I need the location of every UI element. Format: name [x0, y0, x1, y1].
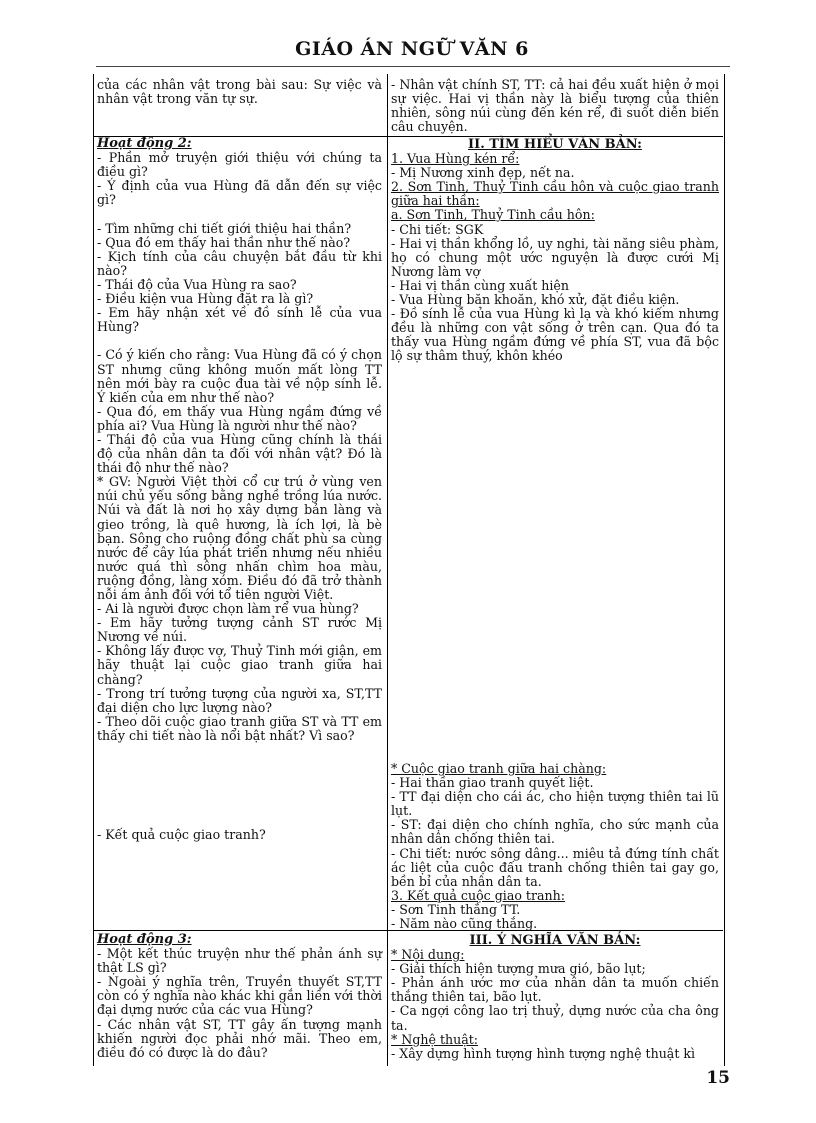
activity3-left-cell: [97, 933, 382, 1060]
activity2-questions: [97, 151, 382, 842]
section-2-heading: II. TÌM HIỂU VĂN BẢN:: [468, 137, 642, 152]
question-line: - Kết quả cuộc giao tranh?: [97, 826, 266, 842]
note-line: - Chi tiết: nước sông dâng... miêu tả đứng tính chất ác liệt của cuộc đấu tranh chống thiên tai gay go, bền bỉ của nhân dân ta.: [391, 845, 719, 889]
blank-line: [97, 757, 382, 771]
question-line: - Tìm những chi tiết giới thiệu hai thần?: [97, 220, 352, 236]
top-row-left-cell: [97, 78, 382, 106]
note-line: - Năm nào cũng thắng.: [391, 916, 538, 932]
note-line: - Hai vị thần khổng lồ, uy nghi, tài năng siêu phàm, họ có chung một ước nguyện là được cưới Mị Nương làm vợ: [391, 235, 719, 279]
question-line: - Ngoài ý nghĩa trên, Truyền thuyết ST,TT còn có ý nghĩa nào khác khi gắn liền với thời đại dựng nước của các vua Hùng?: [97, 974, 382, 1018]
column-divider: [387, 74, 388, 1066]
activity2-right-cell: [391, 138, 719, 364]
note-line: 1. Vua Hùng kén rể:: [391, 151, 520, 167]
note-line: - Chi tiết: SGK: [391, 221, 484, 237]
question-line: - Thái độ của Vua Hùng ra sao?: [97, 276, 297, 292]
question-line: - Phần mở truyện giới thiệu với chúng ta điều gì?: [97, 150, 382, 180]
top-row-right-text: - Nhân vật chính ST, TT: cả hai đều xuất hiện ở mọi sự việc. Hai vị thần này là biểu tượng của thiên nhiên, sông núi cùng đến kén rể, đi suốt diễn biến câu chuyện.: [391, 77, 719, 135]
note-line: - Ca ngợi công lao trị thuỷ, dựng nước của cha ông ta.: [391, 1003, 719, 1033]
question-line: - Không lấy được vợ, Thuỷ Tinh mới giận, em hãy thuật lại cuộc giao tranh giữa hai chàng?: [97, 643, 382, 687]
activity2-right-lower-cell: [391, 762, 719, 931]
note-line: * Nội dung:: [391, 947, 465, 963]
activity2-notes: [391, 152, 719, 363]
blank-line: [97, 743, 382, 757]
blank-line: [97, 814, 382, 828]
header-rule: [96, 66, 730, 67]
note-line: - Xây dựng hình tượng hình tượng nghệ thuật kì: [391, 1045, 696, 1061]
blank-line: [97, 785, 382, 799]
note-line: - Vua Hùng băn khoăn, khó xử, đặt điều kiện.: [391, 292, 680, 308]
question-line: * GV: Người Việt thời cổ cư trú ở vùng ven núi chủ yếu sống bằng nghề trồng lúa nước. Núi và đất là nơi họ xây dựng bản làng và gieo trồng, là quê hương, là ích lợi, là bè bạn. Sông cho ruộng đồng chất phù sa cùng nước để cây lúa phát triển nhưng nếu nhiều nước quá thì sông nhấn chìm hoa màu, ruộng đồng, làng xóm. Điều đó đã trở thành nỗi ám ảnh đối với tổ tiên người Việt.: [97, 474, 382, 602]
note-line: - Giải thích hiện tượng mưa gió, bão lụt;: [391, 961, 646, 977]
question-line: - Ý định của vua Hùng đã dẫn đến sự việc gì?: [97, 178, 382, 208]
activity3-questions: [97, 947, 382, 1060]
blank-line: [97, 334, 382, 348]
page-number: 15: [706, 1068, 730, 1088]
question-line: - Ai là người được chọn làm rể vua hùng?: [97, 601, 359, 617]
note-line: - ST: đại diện cho chính nghĩa, cho sức mạnh của nhân dân chống thiên tai.: [391, 817, 719, 847]
question-line: - Em hãy tưởng tượng cảnh ST rước Mị Nương về núi.: [97, 615, 382, 645]
question-line: - Theo dõi cuộc giao tranh giữa ST và TT em thấy chi tiết nào là nổi bật nhất? Vì sao?: [97, 713, 382, 743]
note-line: - Hai thần giao tranh quyết liệt.: [391, 775, 594, 791]
note-line: a. Sơn Tinh, Thuỷ Tinh cầu hôn:: [391, 207, 595, 223]
page-header-title: GIÁO ÁN NGỮ VĂN 6: [295, 38, 529, 60]
activity2-label: Hoạt động 2:: [97, 136, 192, 151]
activity2-battle-notes: [391, 762, 719, 931]
blank-line: [97, 207, 382, 221]
top-row-right-cell: [391, 78, 719, 134]
question-line: - Thái độ của vua Hùng cũng chính là thái độ của nhân dân ta đối với nhân vật? Đó là thái độ như thế nào?: [97, 431, 382, 476]
note-line: - Hai vị thần cùng xuất hiện: [391, 277, 569, 293]
question-line: - Qua đó em thấy hai thần như thế nào?: [97, 234, 351, 250]
question-line: - Các nhân vật ST, TT gây ấn tượng mạnh khiến người đọc phải nhớ mãi. Theo em, điều đó có được là do đâu?: [97, 1016, 382, 1060]
note-line: - Đồ sính lễ của vua Hùng kì lạ và khó kiếm nhưng đều là những con vật sống ở trên cạn. Qua đó ta thấy vua Hùng ngầm đứng về phía ST, vua đã bộc lộ sự thâm thuý, khôn khéo: [391, 306, 719, 364]
activity3-right-cell: [391, 934, 719, 1061]
question-line: - Một kết thúc truyện như thế phản ánh sự thật LS gì?: [97, 946, 382, 976]
section-3-heading: III. Ý NGHĨA VĂN BẢN:: [469, 933, 641, 948]
note-line: - Sơn Tinh thắng TT.: [391, 901, 521, 917]
note-line: - Mị Nương xinh đẹp, nết na.: [391, 165, 575, 181]
note-line: - Phản ánh ước mơ của nhân dân ta muốn chiến thắng thiên tai, bão lụt.: [391, 975, 719, 1005]
question-line: - Điều kiện vua Hùng đặt ra là gì?: [97, 291, 314, 307]
top-row-left-text: của các nhân vật trong bài sau: Sự việc và nhân vật trong văn tự sự.: [97, 77, 382, 107]
question-line: - Em hãy nhận xét về đồ sính lễ của vua Hùng?: [97, 305, 382, 335]
blank-line: [97, 799, 382, 813]
question-line: - Kịch tính của câu chuyện bắt đầu từ khi nào?: [97, 248, 382, 278]
blank-line: [97, 771, 382, 785]
note-line: * Nghệ thuật:: [391, 1031, 479, 1047]
question-line: - Qua đó, em thấy vua Hùng ngầm đứng về phía ai? Vua Hùng là người như thế nào?: [97, 403, 382, 433]
note-line: - TT đại diện cho cái ác, cho hiện tượng thiên tai lũ lụt.: [391, 789, 719, 819]
note-line: 3. Kết quả cuộc giao tranh:: [391, 887, 565, 903]
note-line: * Cuộc giao tranh giữa hai chàng:: [391, 761, 607, 776]
question-line: - Trong trí tưởng tượng của người xa, ST,TT đại diện cho lực lượng nào?: [97, 685, 382, 715]
activity3-label: Hoạt động 3:: [97, 932, 192, 947]
question-line: - Có ý kiến cho rằng: Vua Hùng đã có ý chọn ST nhưng cũng không muốn mất lòng TT nên mới bày ra cuộc đua tài về nộp sính lễ. Ý kiến của em như thế nào?: [97, 347, 382, 405]
activity2-left-cell: [97, 137, 382, 842]
activity3-notes: [391, 948, 719, 1061]
note-line: 2. Sơn Tinh, Thuỷ Tinh cầu hôn và cuộc giao tranh giữa hai thần:: [391, 179, 719, 209]
